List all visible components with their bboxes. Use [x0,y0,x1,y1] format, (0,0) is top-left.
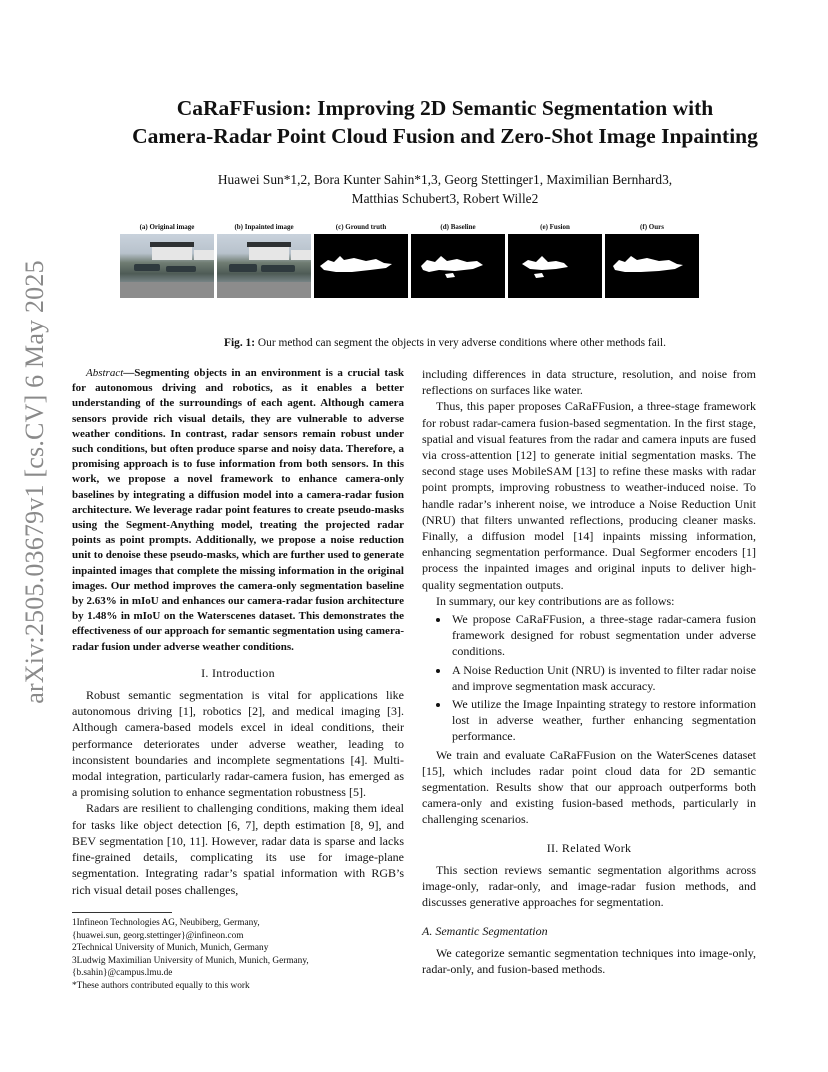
panel-label: (b) Inpainted image [234,223,294,231]
figure-caption-text: Our method can segment the objects in very adverse conditions where other methods fail. [255,337,666,349]
footnote-affiliation-1: 1Infineon Technologies AG, Neubiberg, Germany, [72,918,260,928]
figure-caption [100,337,790,349]
figure-panel-fusion [508,220,602,298]
footnote-email-1: {huawei.sun, georg.stettinger}@infineon.com [72,930,244,941]
intro-paragraph-2: Radars are resilient to challenging conditions, making them ideal for tasks like object detection [6, 7], depth estimation [8, 9], and BEV segmentation [10, 11]. However, radar data is sparse and lacks fine-grained details, complicating its use for image-plane segmentation. Integrating radar’s spatial information with RGB’s rich visual detail poses challenges, [72,801,404,897]
contribution-item: • We propose CaRaFFusion, a three-stage radar-camera fusion framework designed for robust segmentation under adverse conditions. [450,611,756,660]
right-column [422,366,756,977]
intro-paragraph-6: We train and evaluate CaRaFFusion on the WaterScenes dataset [15], which includes radar point cloud data for 2D semantic segmentation. Results show that our approach outperforms both camera-only and existing fusion-based methods, particularly in challenging scenarios. [422,747,756,827]
authors-line-1: Huawei Sun*1,2, Bora Kunter Sahin*1,3, Georg Stettinger1, Maximilian Bernhard3, [217,172,673,187]
section-heading-related-work: II. Related Work [546,840,632,855]
related-paragraph-1: This section reviews semantic segmentation algorithms across image-only, radar-only, and image-radar fusion methods, and discusses generative approaches for segmentation. [422,862,756,910]
footnotes [72,912,404,993]
figure-panel-ground-truth [314,220,408,298]
footnote-equal-contribution: *These authors contributed equally to this work [72,980,250,991]
authors-line-2: Matthias Schubert3, Robert Wille2 [351,191,539,206]
footnote-affiliation-3: 3Ludwig Maximilian University of Munich, Munich, Germany, [72,955,309,966]
ground-truth-mask [314,234,408,298]
panel-label: (e) Fusion [540,223,570,231]
arxiv-sidebar [0,0,70,1072]
baseline-mask [411,234,505,298]
arxiv-identifier: arXiv:2505.03679v1 [cs.CV] 6 May 2025 [20,260,49,704]
footnote-email-3: {b.sahin}@campus.lmu.de [72,968,173,979]
original-image [120,234,214,298]
figure-caption-label: Fig. 1: [224,337,256,349]
figure-panel-inpainted [217,220,311,298]
fusion-mask [508,234,602,298]
abstract [72,366,404,655]
panel-label: (c) Ground truth [335,223,387,231]
footnote-rule [72,912,172,913]
title-line-1: CaRaFFusion: Improving 2D Semantic Segmentation with [176,96,714,120]
paper-title [70,94,820,150]
intro-paragraph-3: including differences in data structure, resolution, and noise from reflections on surfaces like water. [422,367,756,398]
abstract-lead: Abstract [86,367,124,379]
intro-paragraph-4: Thus, this paper proposes CaRaFFusion, a three-stage framework for robust radar-camera fusion-based segmentation. In the first stage, spatial and visual features from the radar and camera inputs are fused via cross-attention [12] to generate initial segmentation masks. The second stage uses MobileSAM [13] to refine these masks with radar point prompts, improving robustness to weather-induced noise. To handle radar’s inherent noise, we introduce a Noise Reduction Unit (NRU) that filters unwanted reflections, producing cleaner masks. Finally, a diffusion model [14] inpaints missing information, enhancing segmentation performance. Dual Segformer encoders [1] process the inpainted images and original inputs to deliver high-quality segmentation outputs. [422,399,756,592]
related-paragraph-2: We categorize semantic segmentation techniques into image-only, radar-only, and fusion-based methods. [422,945,756,976]
footnote-affiliation-2: 2Technical University of Munich, Munich, Germany [72,943,269,954]
figure-panel-original [120,220,214,298]
title-line-2: Camera-Radar Point Cloud Fusion and Zero-Shot Image Inpainting [132,124,758,148]
contribution-item: • We utilize the Image Inpainting strategy to restore information lost in adverse weather, further enhancing segmentation performance. [450,696,756,745]
author-list [100,170,790,208]
intro-paragraph-5: In summary, our key contributions are as follows: [436,593,675,608]
panel-label: (a) Original image [139,223,195,231]
ours-mask [605,234,699,298]
abstract-text: —Segmenting objects in an environment is a crucial task for autonomous driving and robotics, as it enables a better understanding of the surroundings of each agent. Although camera sensors provide rich visual details, they are vulnerable to adverse weather conditions. In contrast, radar sensors remain robust under such conditions, but often produce sparse and noisy data. Therefore, a promising approach is to fuse information from both sensors. In this work, we propose a novel framework to enhance camera-only baselines by integrating a diffusion model into a camera-radar fusion architecture. We leverage radar point features to create pseudo-masks using the Segment-Anything model, treating the projected radar points as point prompts. Additionally, we propose a noise reduction unit to denoise these pseudo-masks, which are further used to generate inpainted images that complete the missing information in the original images. Our method improves the camera-only segmentation baseline by 2.63% in mIoU and enhances our camera-radar fusion architecture by 1.48% in mIoU on the Waterscenes dataset. This demonstrates the effectiveness of our approach for semantic segmentation using camera-radar fusion under adverse weather conditions. [72,367,404,653]
figure-1 [120,220,700,310]
intro-paragraph-1: Robust semantic segmentation is vital for applications like autonomous driving [1], robotics [2], and medical imaging [3]. Although camera-based models excel in ideal conditions, their performance deteriorates under adverse weather, leading to inconsistent boundaries and incomplete segmentations [4]. Multi-modal integration, particularly radar-camera fusion, has emerged as a promising solution to enhance segmentation robustness [5]. [72,688,404,800]
figure-panel-baseline [411,220,505,298]
left-column [72,366,404,898]
panel-label: (d) Baseline [440,223,476,231]
figure-panel-ours [605,220,699,298]
subsection-heading-semantic-segmentation: A. Semantic Segmentation [422,923,548,938]
section-heading-introduction: I. Introduction [201,665,275,680]
contribution-list [422,611,756,745]
panel-label: (f) Ours [640,223,664,231]
inpainted-image [217,234,311,298]
contribution-item: • A Noise Reduction Unit (NRU) is invented to filter radar noise and improve segmentation mask accuracy. [450,662,756,694]
